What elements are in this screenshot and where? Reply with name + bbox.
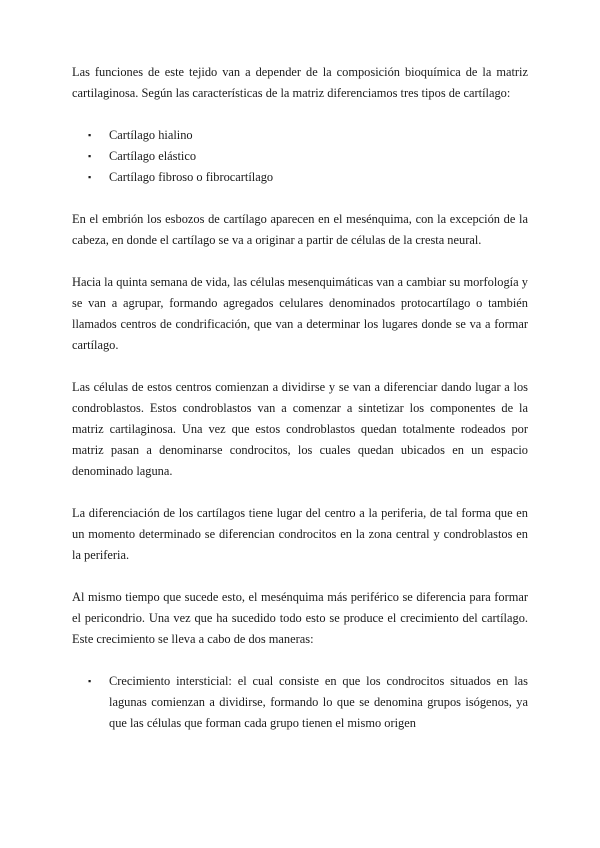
list-item [72,167,528,188]
document-page [72,62,528,755]
bullet-icon: ▪ [88,151,92,161]
growth-types-list [72,671,528,734]
list-item [72,125,528,146]
bullet-icon: ▪ [88,676,92,686]
list-item-text: Cartílago hialino [109,128,193,142]
fifth-week-paragraph: Hacia la quinta semana de vida, las células mesenquimáticas van a cambiar su morfología y se van a agrupar, formando agregados celulares denominados protocartílago o también llamados centros de condrificación, que van a determinar los lugares donde se va a formar cartílago. [72,275,528,352]
list-item-text: Cartílago fibroso o fibrocartílago [109,170,274,184]
bullet-icon: ▪ [88,130,92,140]
differentiation-paragraph: La diferenciación de los cartílagos tiene lugar del centro a la periferia, de tal forma que en un momento determinado se diferencian condrocitos en la zona central y condroblastos en la periferia. [72,506,528,562]
list-item [72,146,528,167]
cartilage-types-list [72,125,528,188]
list-item-text: Crecimiento intersticial: el cual consiste en que los condrocitos situados en las lagunas comienzan a dividirse, formando lo que se denomina grupos isógenos, ya que las células que forman cada grupo tienen el mismo origen [109,674,528,730]
list-item [72,671,528,734]
embryo-paragraph: En el embrión los esbozos de cartílago aparecen en el mesénquima, con la excepción de la cabeza, en donde el cartílago se va a originar a partir de células de la cresta neural. [72,212,528,247]
bullet-icon: ▪ [88,172,92,182]
intro-paragraph: Las funciones de este tejido van a depender de la composición bioquímica de la matriz cartilaginosa. Según las características de la matriz diferenciamos tres tipos de cartílago: [72,65,528,100]
pericondrio-paragraph: Al mismo tiempo que sucede esto, el mesénquima más periférico se diferencia para formar el pericondrio. Una vez que ha sucedido todo esto se produce el crecimiento del cartílago. Este crecimiento se lleva a cabo de dos maneras: [72,590,528,646]
condroblasts-paragraph: Las células de estos centros comienzan a dividirse y se van a diferenciar dando lugar a los condroblastos. Estos condroblastos van a comenzar a sintetizar los componentes de la matriz cartilaginosa. Una vez que estos condroblastos quedan totalmente rodeados por matriz pasan a denominarse condrocitos, los cuales quedan ubicados en un espacio denominado laguna. [72,380,528,478]
list-item-text: Cartílago elástico [109,149,197,163]
